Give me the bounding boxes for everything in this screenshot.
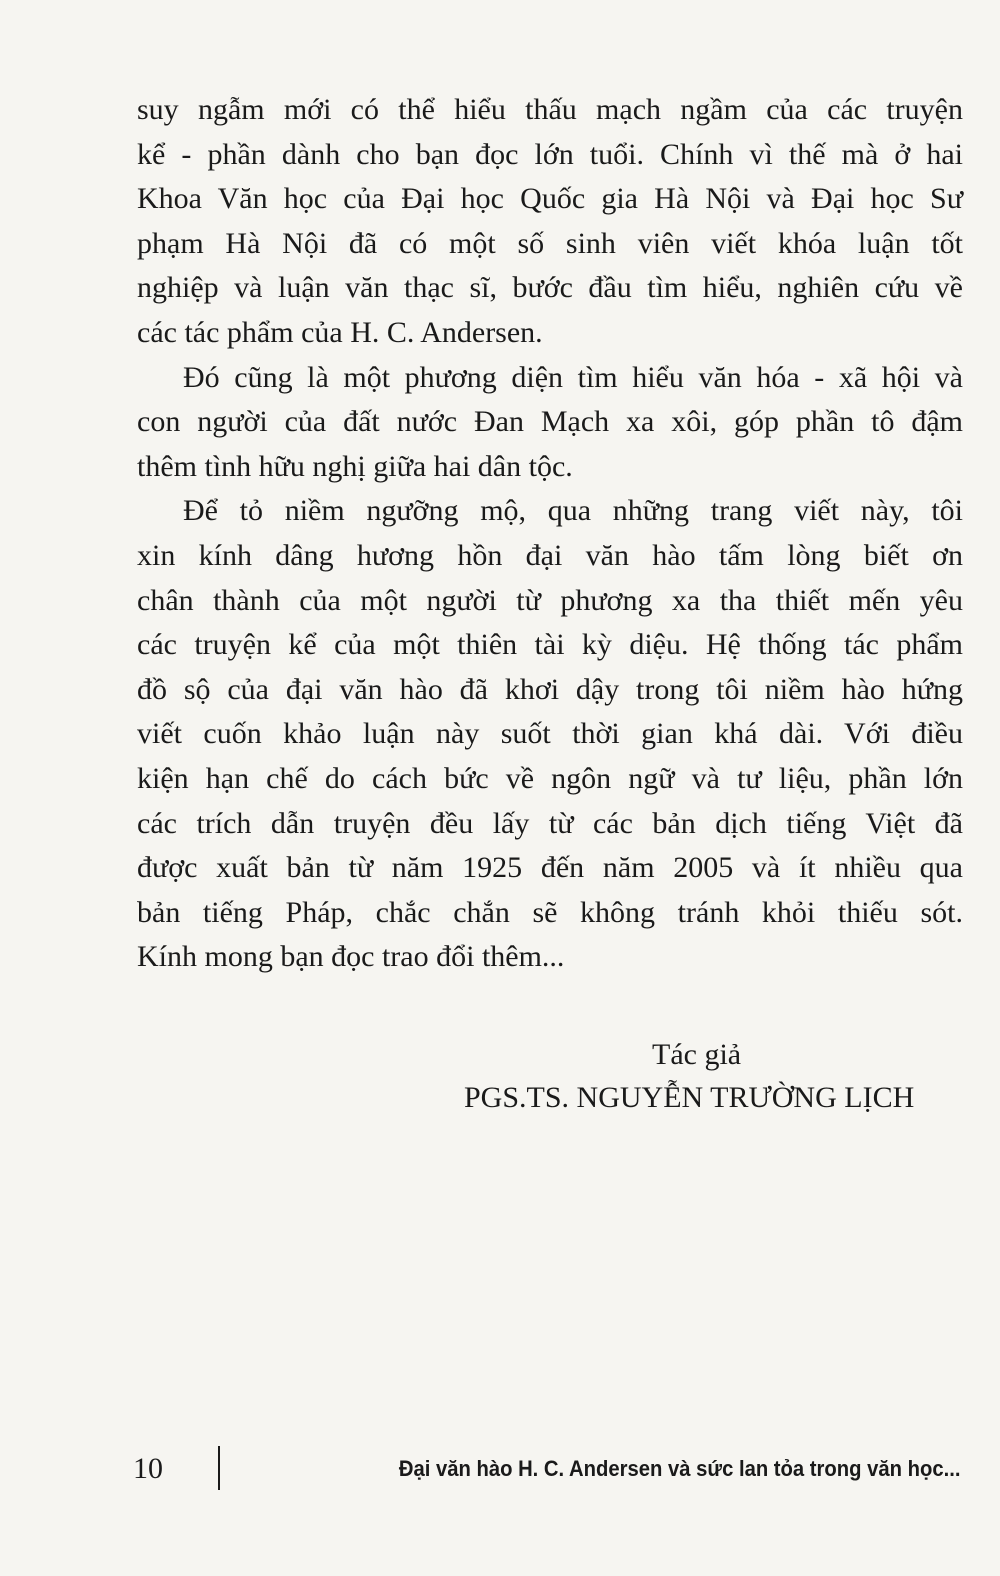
text-line: được xuất bản từ năm 1925 đến năm 2005 và ít nhiều qua xyxy=(137,851,963,885)
text-line: các truyện kể của một thiên tài kỳ diệu. Hệ thống tác phẩm xyxy=(137,628,963,662)
author-name: PGS.TS. NGUYỄN TRƯỜNG LỊCH xyxy=(464,1081,915,1114)
body-text xyxy=(137,88,963,980)
text-line: Khoa Văn học của Đại học Quốc gia Hà Nội và Đại học Sư xyxy=(137,182,963,216)
text-line: suy ngẫm mới có thể hiểu thấu mạch ngầm của các truyện xyxy=(137,93,963,126)
text-line: thêm tình hữu nghị giữa hai dân tộc. xyxy=(137,449,573,483)
text-line: Đó cũng là một phương diện tìm hiểu văn hóa - xã hội và xyxy=(183,360,963,394)
running-title: Đại văn hào H. C. Andersen và sức lan tỏa trong văn học... xyxy=(398,1456,960,1481)
author-role: Tác giả xyxy=(652,1038,742,1071)
text-line: Để tỏ niềm ngưỡng mộ, qua những trang viết này, tôi xyxy=(183,494,963,528)
paragraph-2 xyxy=(137,356,963,490)
paragraph-1 xyxy=(137,88,963,356)
page-number: 10 xyxy=(133,1452,163,1485)
text-line: viết cuốn khảo luận này suốt thời gian khá dài. Với điều xyxy=(137,717,963,751)
footer-divider xyxy=(218,1446,220,1490)
text-line: các trích dẫn truyện đều lấy từ các bản dịch tiếng Việt đã xyxy=(137,806,963,840)
paragraph-3 xyxy=(137,489,963,980)
page-footer xyxy=(0,1440,1000,1500)
text-line: con người của đất nước Đan Mạch xa xôi, góp phần tô đậm xyxy=(137,405,963,439)
text-line: kể - phần dành cho bạn đọc lớn tuổi. Chính vì thế mà ở hai xyxy=(137,137,963,171)
text-line: các tác phẩm của H. C. Andersen. xyxy=(137,315,543,349)
text-line: kiện hạn chế do cách bức về ngôn ngữ và tư liệu, phần lớn xyxy=(137,761,963,795)
text-line: bản tiếng Pháp, chắc chắn sẽ không tránh khỏi thiếu sót. xyxy=(137,895,963,929)
text-line: nghiệp và luận văn thạc sĩ, bước đầu tìm hiểu, nghiên cứu về xyxy=(137,271,963,305)
text-line: xin kính dâng hương hồn đại văn hào tấm lòng biết ơn xyxy=(137,538,963,572)
text-line: đồ sộ của đại văn hào đã khơi dậy trong tôi niềm hào hứng xyxy=(137,672,963,706)
text-line: Kính mong bạn đọc trao đổi thêm... xyxy=(137,940,565,974)
text-line: chân thành của một người từ phương xa tha thiết mến yêu xyxy=(137,583,963,617)
text-line: phạm Hà Nội đã có một số sinh viên viết khóa luận tốt xyxy=(137,226,963,260)
